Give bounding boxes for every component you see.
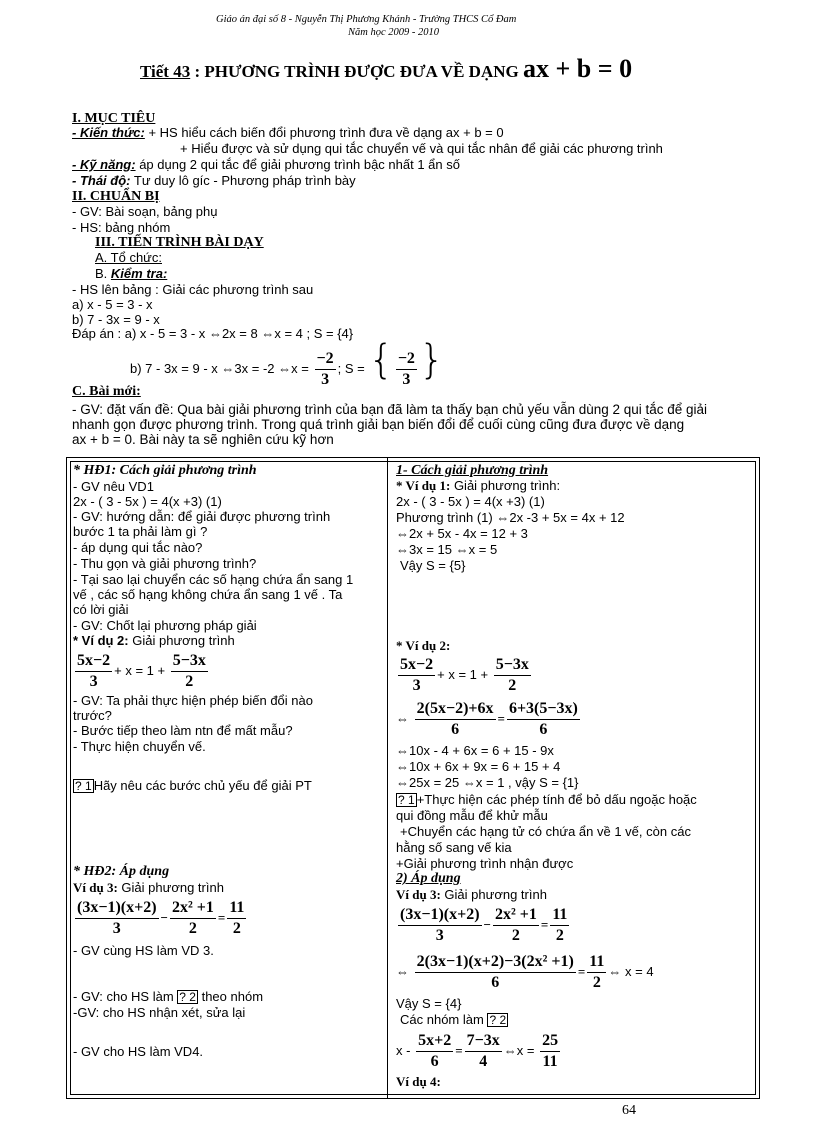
fraction: $\frac{5x-2}{3}$: [400, 656, 434, 695]
question-box: ? 2: [489, 1013, 507, 1027]
fraction: $\frac{2(5x-2)+6x}{6}$: [416, 700, 494, 739]
left-line-3: - GV: hướng dẫn: để giải được phương trình: [73, 509, 331, 524]
left-line-7: - Tại sao lại chuyển các số hạng chứa ẩn sang 1: [73, 572, 354, 587]
right-heading-2: 2) Áp dụng: [396, 871, 461, 886]
left-line-9: có lời giải: [73, 602, 129, 617]
fraction: $\frac{5-3x}{2}$: [172, 652, 206, 691]
section-preparation-heading: II. CHUẨN BỊ: [72, 189, 160, 204]
activity-1-heading: * HĐ1: Cách giải phương trình: [73, 463, 257, 478]
check-board-text: - HS lên bảng : Giải các phương trình sau: [72, 282, 314, 297]
left-example-2-label: * Ví dụ 2: Giải phương trình: [73, 633, 235, 648]
right-line-13: hằng số sang vế kia: [396, 840, 512, 855]
page-number: 64: [622, 1103, 636, 1118]
right-example-3-step: ⇔ $\frac{\text{2(3x−1)(x+2)−3(2x² +1)}}{6}$ = $\frac{11}{2}$ ⇔ x = 4: [396, 953, 654, 992]
fraction: $\frac{\text{2x² +1}}{2}$: [494, 906, 537, 945]
fraction: $\frac{(3x-1)(x+2)}{3}$: [400, 906, 480, 945]
left-line-18: - GV cho HS làm VD4.: [73, 1044, 204, 1059]
question-box: ? 1: [398, 793, 415, 807]
right-line-8: ⇔10x + 6x + 9x = 6 + 15 + 4: [396, 759, 561, 774]
right-line-16: Vậy S = {4}: [396, 996, 462, 1011]
left-line-16: - GV: cho HS làm ? 2 theo nhóm: [73, 989, 264, 1004]
new-lesson-heading: C. Bài mới:: [72, 384, 141, 399]
answer-a: Đáp án : a) x - 5 = 3 - x ⇔2x = 8 ⇔x = 4 ; S = {4}: [72, 326, 354, 341]
prep-teacher: - GV: Bài soạn, bảng phụ: [72, 204, 218, 219]
doc-header-line1: Giáo án đại số 8 - Nguyễn Thị Phương Khánh - Trường THCS Cổ Đam: [216, 14, 517, 25]
right-line-7: ⇔10x - 4 + 6x = 6 + 15 - 9x: [396, 743, 554, 758]
column-divider: [387, 458, 388, 1098]
right-line-14: +Giải phương trình nhận được: [396, 856, 574, 871]
doc-header-line2: Năm học 2009 - 2010: [348, 27, 439, 38]
right-line-9: ⇔25x = 25 ⇔x = 1 , vậy S = {1}: [396, 775, 579, 790]
left-question-1: ? 1 Hãy nêu các bước chủ yếu để giải PT: [75, 778, 312, 793]
left-line-4: bước 1 ta phải làm gì ?: [73, 524, 208, 539]
left-line-1: - GV nêu VD1: [73, 479, 154, 494]
left-line-6: - Thu gọn và giải phương trình?: [73, 556, 257, 571]
fraction: $\frac{(3x-1)(x+2)}{3}$: [77, 899, 157, 938]
right-example-4-label: Ví dụ 4:: [396, 1074, 441, 1089]
left-brace: {: [368, 337, 394, 383]
question-box: ? 2: [179, 990, 196, 1004]
right-example-2-step: ⇔ $\frac{2(5x-2)+6x}{6}$ = $\frac{6+3(5-3x)}{6}$: [396, 700, 578, 739]
step-check: B. Kiểm tra:: [95, 266, 168, 281]
step-organization: A. Tổ chức:: [95, 250, 162, 265]
fraction: $\frac{11}{2}$: [589, 953, 605, 992]
section-process-heading: III. TIẾN TRÌNH BÀI DẠY: [95, 235, 264, 250]
left-line-12: trước?: [73, 708, 112, 723]
left-example-3-label: Ví dụ 3: Giải phương trình: [73, 880, 224, 895]
new-lesson-intro-2: nhanh gọn được phương trình. Trong quá trình giải bạn biến đổi để cuối cùng cũng đưa được về dạng: [72, 417, 685, 432]
title-text: : PHƯƠNG TRÌNH ĐƯỢC ĐƯA VỀ DẠNG: [194, 62, 519, 81]
left-line-2: 2x - ( 3 - 5x ) = 4(x +3) (1): [73, 494, 222, 509]
right-example-3-equation: $\frac{(3x-1)(x+2)}{3}$ − $\frac{\text{2x² +1}}{2}$ = $\frac{11}{2}$: [400, 906, 568, 945]
section-objectives-heading: I. MỤC TIÊU: [72, 111, 156, 126]
right-brace: }: [418, 337, 445, 383]
fraction: $\frac{5-3x}{2}$: [495, 656, 529, 695]
fraction: $\frac{7-3x}{4}$: [466, 1032, 500, 1071]
fraction: $\frac{25}{11}$: [542, 1032, 559, 1071]
right-line-2: Phương trình (1) ⇔2x -3 + 5x = 4x + 12: [396, 510, 625, 525]
lesson-number: Tiết 43: [140, 62, 191, 81]
check-eq-b: b) 7 - 3x = 9 - x: [72, 312, 160, 327]
new-lesson-intro-3: ax + b = 0. Bài này ta sẽ nghiên cứu kỹ hơn: [72, 432, 334, 447]
right-example-2-label: * Ví dụ 2:: [396, 638, 451, 653]
page-title: [140, 54, 632, 87]
left-line-5: - áp dụng qui tắc nào?: [73, 540, 203, 555]
left-line-13: - Bước tiếp theo làm ntn để mất mẫu?: [73, 723, 293, 738]
left-line-17: -GV: cho HS nhận xét, sửa lại: [73, 1005, 246, 1020]
question-box: ? 1: [75, 779, 92, 793]
left-line-8: vế , các số hạng không chứa ẩn sang 1 vế . Ta: [73, 587, 343, 602]
left-line-10: - GV: Chốt lại phương pháp giải: [73, 618, 257, 633]
objective-skills: - Kỹ năng: áp dụng 2 qui tắc để giải phương trình bậc nhất 1 ẩn số: [72, 157, 460, 172]
check-eq-a: a) x - 5 = 3 - x: [72, 297, 153, 312]
right-example-3-label: Ví dụ 3: Giải phương trình: [396, 887, 547, 902]
left-line-15: - GV cùng HS làm VD 3.: [73, 943, 214, 958]
left-example-3-equation: $\frac{(3x-1)(x+2)}{3}$ − $\frac{\text{2x² +1}}{2}$ = $\frac{11}{2}$: [77, 899, 245, 938]
right-line-11: qui đồng mẫu để khử mẫu: [396, 808, 548, 823]
left-line-11: - GV: Ta phải thực hiện phép biến đổi nào: [73, 693, 313, 708]
fraction: $\frac{11}{2}$: [229, 899, 245, 938]
right-line-18: x - $\frac{5x+2}{6}$ = $\frac{7-3x}{4}$ ⇔x = $\frac{25}{11}$: [396, 1032, 559, 1071]
fraction: $\frac{11}{2}$: [552, 906, 568, 945]
right-line-5: Vậy S = {5}: [400, 558, 466, 573]
right-line-1: 2x - ( 3 - 5x ) = 4(x +3) (1): [396, 494, 545, 509]
right-line-10: ? 1 +Thực hiện các phép tính để bỏ dấu ngoặc hoặc: [398, 792, 697, 807]
objective-knowledge: - Kiến thức: + HS hiểu cách biến đổi phương trình đưa về dạng ax + b = 0: [72, 125, 504, 140]
left-line-14: - Thực hiện chuyển vế.: [73, 739, 206, 754]
fraction: $\frac{-2}{3}$: [397, 350, 415, 389]
right-line-17: Các nhóm làm ? 2: [400, 1012, 507, 1027]
prep-student: - HS: bảng nhóm: [72, 220, 171, 235]
left-example-2-equation: $\frac{5x-2}{3}$ + x = 1 + $\frac{5-3x}{2}$: [77, 652, 206, 691]
right-example-2-equation: $\frac{5x-2}{3}$ + x = 1 + $\frac{5-3x}{2}$: [400, 656, 529, 695]
title-formula: ax + b = 0: [522, 54, 633, 83]
fraction: $\frac{6+3(5-3x)}{6}$: [508, 700, 578, 739]
right-line-3: ⇔2x + 5x - 4x = 12 + 3: [396, 526, 528, 541]
objective-attitude: - Thái độ: Tư duy lô gíc - Phương pháp trình bày: [72, 173, 356, 188]
activity-2-heading: * HĐ2: Áp dụng: [73, 864, 170, 879]
right-line-4: ⇔3x = 15 ⇔x = 5: [396, 542, 498, 557]
new-lesson-intro-1: - GV: đặt vấn đề: Qua bài giải phương trình của bạn đã làm ta thấy bạn chủ yếu vẫn dùng 2 qui tắc để giải: [72, 402, 708, 417]
right-heading-1: 1- Cách giải phương trình: [396, 463, 549, 478]
fraction: $\frac{\text{2(3x−1)(x+2)−3(2x² +1)}}{6}$: [416, 953, 574, 992]
fraction: $\frac{-2}{3}$: [316, 350, 334, 389]
right-example-1-label: * Ví dụ 1: Giải phương trình:: [396, 478, 561, 493]
right-line-12: +Chuyển các hạng tử có chứa ẩn về 1 vế, còn các: [400, 824, 691, 839]
answer-b: b) 7 - 3x = 9 - x ⇔3x = -2 ⇔x = $\frac{-2}{3}$ ; S = { $\frac{-2}{3}$ }: [130, 337, 445, 389]
fraction: $\frac{5x-2}{3}$: [77, 652, 111, 691]
fraction: $\frac{5x+2}{6}$: [418, 1032, 452, 1071]
fraction: $\frac{\text{2x² +1}}{2}$: [171, 899, 214, 938]
objective-knowledge-2: + Hiểu được và sử dụng qui tắc chuyển vế và qui tắc nhân để giải các phương trình: [180, 141, 663, 156]
